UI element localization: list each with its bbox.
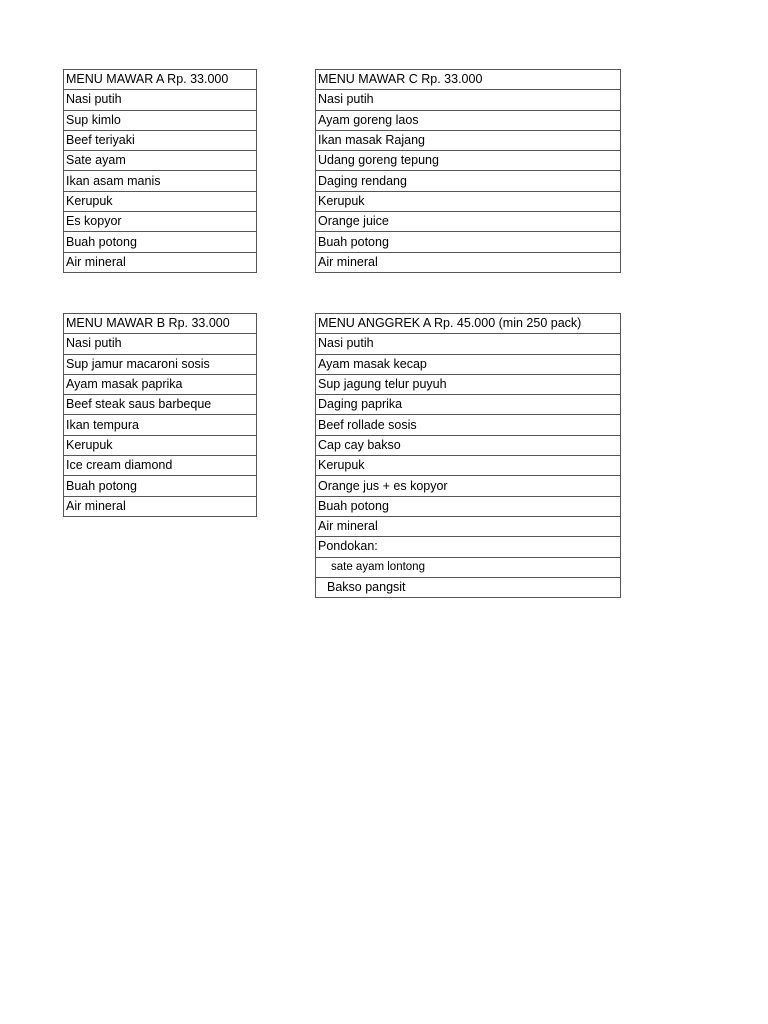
table-row: [64, 334, 257, 354]
menu-item: Buah potong: [64, 232, 257, 252]
menu-title: MENU ANGGREK A Rp. 45.000 (min 250 pack): [316, 314, 621, 334]
menu-item: Ayam masak paprika: [64, 374, 257, 394]
table-row: [64, 252, 257, 272]
menu-item: Ayam goreng laos: [316, 110, 621, 130]
menu-item: Air mineral: [64, 496, 257, 516]
table-row: [64, 191, 257, 211]
table-row: [316, 212, 621, 232]
table-row: [316, 232, 621, 252]
menu-item: Ice cream diamond: [64, 456, 257, 476]
table-header-row: [64, 70, 257, 90]
menu-item-pondokan-label: Pondokan:: [316, 537, 621, 557]
menu-item: Kerupuk: [64, 191, 257, 211]
menu-item: Ikan asam manis: [64, 171, 257, 191]
menu-title: MENU MAWAR B Rp. 33.000: [64, 314, 257, 334]
menu-item: Nasi putih: [64, 90, 257, 110]
table-row: [316, 171, 621, 191]
table-row: [316, 476, 621, 496]
table-row: [64, 395, 257, 415]
table-row: [316, 334, 621, 354]
table-row: [316, 415, 621, 435]
table-row: [316, 191, 621, 211]
menu-item: Sup kimlo: [64, 110, 257, 130]
table-row: [64, 171, 257, 191]
menu-mawar-a-table: [63, 69, 257, 273]
menu-item: Orange juice: [316, 212, 621, 232]
menu-item: Beef steak saus barbeque: [64, 395, 257, 415]
menu-item: Orange jus + es kopyor: [316, 476, 621, 496]
menu-anggrek-a-table: [315, 313, 621, 598]
table-row: [316, 252, 621, 272]
table-row: [64, 212, 257, 232]
menu-item-pondokan-sub: Bakso pangsit: [316, 577, 621, 597]
menu-item: Air mineral: [64, 252, 257, 272]
menu-item: Udang goreng tepung: [316, 151, 621, 171]
table-row: [64, 110, 257, 130]
menu-item: Sup jamur macaroni sosis: [64, 354, 257, 374]
table-header-row: [316, 70, 621, 90]
menu-item: Sup jagung telur puyuh: [316, 374, 621, 394]
table-row: [316, 90, 621, 110]
menu-mawar-b-table: [63, 313, 257, 517]
menu-item: Buah potong: [316, 496, 621, 516]
menu-item: Beef teriyaki: [64, 130, 257, 150]
menu-item: Cap cay bakso: [316, 435, 621, 455]
table-row: [64, 151, 257, 171]
menu-mawar-c-table: [315, 69, 621, 273]
table-row: [316, 516, 621, 536]
menu-item: Buah potong: [316, 232, 621, 252]
table-row: [316, 577, 621, 597]
table-row: [64, 435, 257, 455]
menu-item: Nasi putih: [316, 90, 621, 110]
table-row: [316, 435, 621, 455]
menu-item: Ikan masak Rajang: [316, 130, 621, 150]
table-header-row: [64, 314, 257, 334]
menu-item: Nasi putih: [64, 334, 257, 354]
menu-item: Daging paprika: [316, 395, 621, 415]
menu-item: Ayam masak kecap: [316, 354, 621, 374]
menu-item: Buah potong: [64, 476, 257, 496]
table-row: [316, 354, 621, 374]
menu-item: Sate ayam: [64, 151, 257, 171]
menu-item: Daging rendang: [316, 171, 621, 191]
menu-item: Kerupuk: [316, 191, 621, 211]
table-row: [64, 354, 257, 374]
menu-item: Ikan tempura: [64, 415, 257, 435]
menu-item: Nasi putih: [316, 334, 621, 354]
table-row: [316, 110, 621, 130]
table-row: [64, 496, 257, 516]
table-row: [316, 374, 621, 394]
table-row: [64, 456, 257, 476]
table-row: [316, 456, 621, 476]
table-row: [316, 151, 621, 171]
table-row: [64, 415, 257, 435]
menu-title: MENU MAWAR A Rp. 33.000: [64, 70, 257, 90]
table-row: [316, 395, 621, 415]
table-row: [316, 130, 621, 150]
menu-item: Es kopyor: [64, 212, 257, 232]
menu-item: Air mineral: [316, 252, 621, 272]
table-row: [316, 537, 621, 557]
table-header-row: [316, 314, 621, 334]
menu-item-pondokan-sub: sate ayam lontong: [316, 557, 621, 577]
menu-item: Kerupuk: [64, 435, 257, 455]
table-row: [64, 232, 257, 252]
menu-item: Beef rollade sosis: [316, 415, 621, 435]
menu-item: Kerupuk: [316, 456, 621, 476]
table-row: [64, 476, 257, 496]
menu-item: Air mineral: [316, 516, 621, 536]
table-row: [64, 374, 257, 394]
table-row: [316, 496, 621, 516]
table-row: [64, 130, 257, 150]
menu-title: MENU MAWAR C Rp. 33.000: [316, 70, 621, 90]
table-row: [64, 90, 257, 110]
table-row: [316, 557, 621, 577]
